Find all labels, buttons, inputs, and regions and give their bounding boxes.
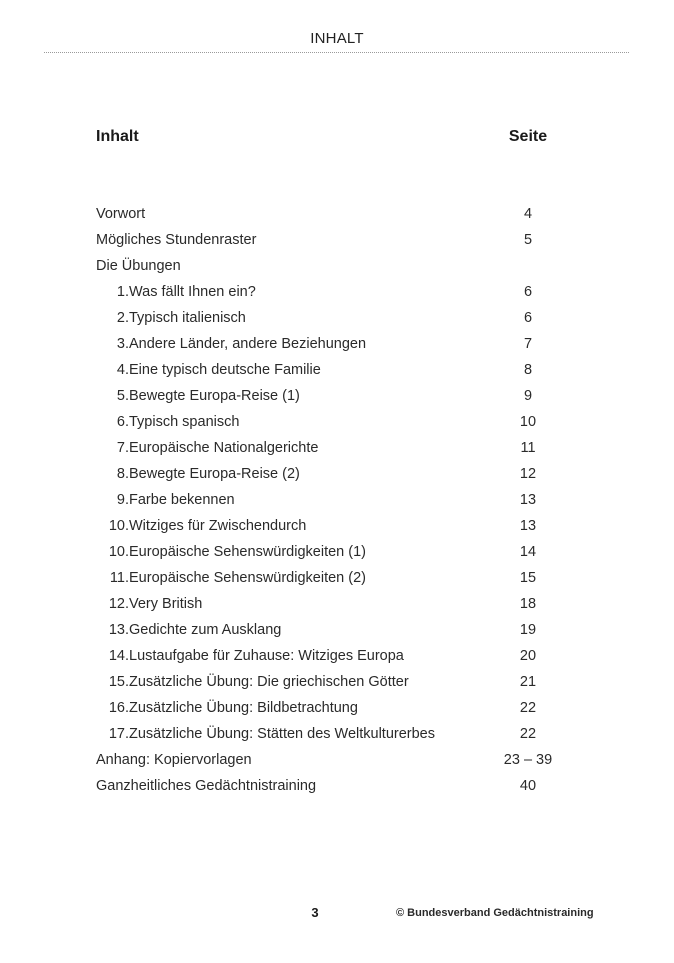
- toc-entry-page: 40: [519, 778, 537, 794]
- toc-entry-page: 15: [519, 570, 537, 586]
- toc-entry-page: 13: [519, 492, 537, 508]
- toc-entry: [96, 591, 576, 617]
- toc-entry-label: Very British: [129, 596, 203, 612]
- toc-entry: [96, 201, 576, 227]
- toc-entry-page: 21: [519, 674, 537, 690]
- toc-entry-label: Zusätzliche Übung: Die griechischen Götter: [129, 674, 409, 690]
- toc-entry-number: 16.: [108, 700, 129, 716]
- toc-entry-label: Witziges für Zwischendurch: [129, 518, 307, 534]
- toc-entry-number: 5.: [116, 388, 129, 404]
- toc-entry-number: 17.: [108, 726, 129, 742]
- toc-entry-number: 1.: [116, 284, 129, 300]
- toc-entry-number: 11.: [109, 570, 129, 586]
- toc-entry: [96, 721, 576, 747]
- toc-entry: [96, 539, 576, 565]
- toc-entry: [96, 227, 576, 253]
- toc-entry: [96, 383, 576, 409]
- toc-entry-label: Typisch spanisch: [129, 414, 240, 430]
- toc-entry-label: Vorwort: [96, 206, 146, 222]
- toc-entry: [96, 487, 576, 513]
- toc-entry-number: 13.: [108, 622, 129, 638]
- toc-entry-label: Zusätzliche Übung: Bildbetrachtung: [129, 700, 358, 716]
- toc-entry-number: 6.: [116, 414, 129, 430]
- toc-entry-label: Europäische Nationalgerichte: [129, 440, 319, 456]
- toc-entry-label: Lustaufgabe für Zuhause: Witziges Europa: [129, 648, 404, 664]
- toc-entry: [96, 461, 576, 487]
- toc-entry-number: 7.: [116, 440, 129, 456]
- toc-entry-label: Mögliches Stundenraster: [96, 232, 257, 248]
- toc-entry-page: 9: [523, 388, 533, 404]
- toc-entry-page: 23 – 39: [503, 752, 553, 768]
- toc-entry-number: 15.: [108, 674, 129, 690]
- toc-entry-label: Zusätzliche Übung: Stätten des Weltkulturerbes: [129, 726, 436, 742]
- toc-entry: [96, 357, 576, 383]
- toc-title: Inhalt: [96, 128, 139, 145]
- toc-entry-number: 8.: [116, 466, 129, 482]
- toc-entry-number: 14.: [108, 648, 129, 664]
- toc-entry-page: 22: [519, 700, 537, 716]
- toc-entry: [96, 253, 576, 279]
- toc-entry-page: 10: [519, 414, 537, 430]
- toc-entry-label: Bewegte Europa-Reise (2): [129, 466, 300, 482]
- toc-entry-label: Gedichte zum Ausklang: [129, 622, 282, 638]
- toc-entry-page: 22: [519, 726, 537, 742]
- toc-entry-number: 3.: [116, 336, 129, 352]
- toc-entry-label: Ganzheitliches Gedächtnistraining: [96, 778, 317, 794]
- toc-entry-page: 19: [519, 622, 537, 638]
- toc-entry-page: 14: [519, 544, 537, 560]
- toc-entry: [96, 617, 576, 643]
- toc-entry-label: Typisch italienisch: [129, 310, 246, 326]
- toc-entry-label: Was fällt Ihnen ein?: [129, 284, 256, 300]
- toc-entry-page: 5: [523, 232, 533, 248]
- toc-entry-page: 6: [523, 310, 533, 326]
- toc-entry-page: 18: [519, 596, 537, 612]
- toc-entry-label: Europäische Sehenswürdigkeiten (2): [129, 570, 366, 586]
- toc-entry-page: 4: [523, 206, 533, 222]
- footer-copyright: © Bundesverband Gedächtnistraining: [396, 907, 594, 919]
- toc-entry: [96, 305, 576, 331]
- toc-entry-number: 2.: [116, 310, 129, 326]
- toc-entry: [96, 279, 576, 305]
- toc-entry: [96, 695, 576, 721]
- toc-entry: [96, 773, 576, 799]
- toc-entry-page: 7: [523, 336, 533, 352]
- toc-entry: [96, 669, 576, 695]
- table-of-contents: [96, 201, 576, 799]
- toc-entry: [96, 409, 576, 435]
- toc-entry-label: Eine typisch deutsche Familie: [129, 362, 321, 378]
- toc-entry: [96, 435, 576, 461]
- toc-entry: [96, 565, 576, 591]
- toc-entry-page: 13: [519, 518, 537, 534]
- toc-entry-page: 8: [523, 362, 533, 378]
- toc-entry-number: 4.: [116, 362, 129, 378]
- toc-entry-number: 10.: [108, 518, 129, 534]
- toc-entry-number: 10.: [108, 544, 129, 560]
- header-divider: [44, 52, 629, 53]
- toc-entry: [96, 331, 576, 357]
- toc-entry-number: 12.: [108, 596, 129, 612]
- toc-entry: [96, 513, 576, 539]
- toc-entry-label: Die Übungen: [96, 258, 181, 274]
- toc-entry-page: 11: [520, 440, 536, 456]
- toc-entry-label: Bewegte Europa-Reise (1): [129, 388, 300, 404]
- toc-page-column-header: Seite: [508, 128, 548, 145]
- toc-entry-number: 9.: [116, 492, 129, 508]
- toc-entry: [96, 643, 576, 669]
- toc-entry-page: 6: [523, 284, 533, 300]
- toc-entry-label: Anhang: Kopiervorlagen: [96, 752, 252, 768]
- toc-entry-label: Farbe bekennen: [129, 492, 235, 508]
- footer-page-number: 3: [311, 905, 319, 920]
- toc-entry: [96, 747, 576, 773]
- running-head: INHALT: [310, 30, 364, 47]
- toc-entry-label: Andere Länder, andere Beziehungen: [129, 336, 367, 352]
- toc-entry-page: 20: [519, 648, 537, 664]
- toc-entry-label: Europäische Sehenswürdigkeiten (1): [129, 544, 366, 560]
- toc-entry-page: 12: [519, 466, 537, 482]
